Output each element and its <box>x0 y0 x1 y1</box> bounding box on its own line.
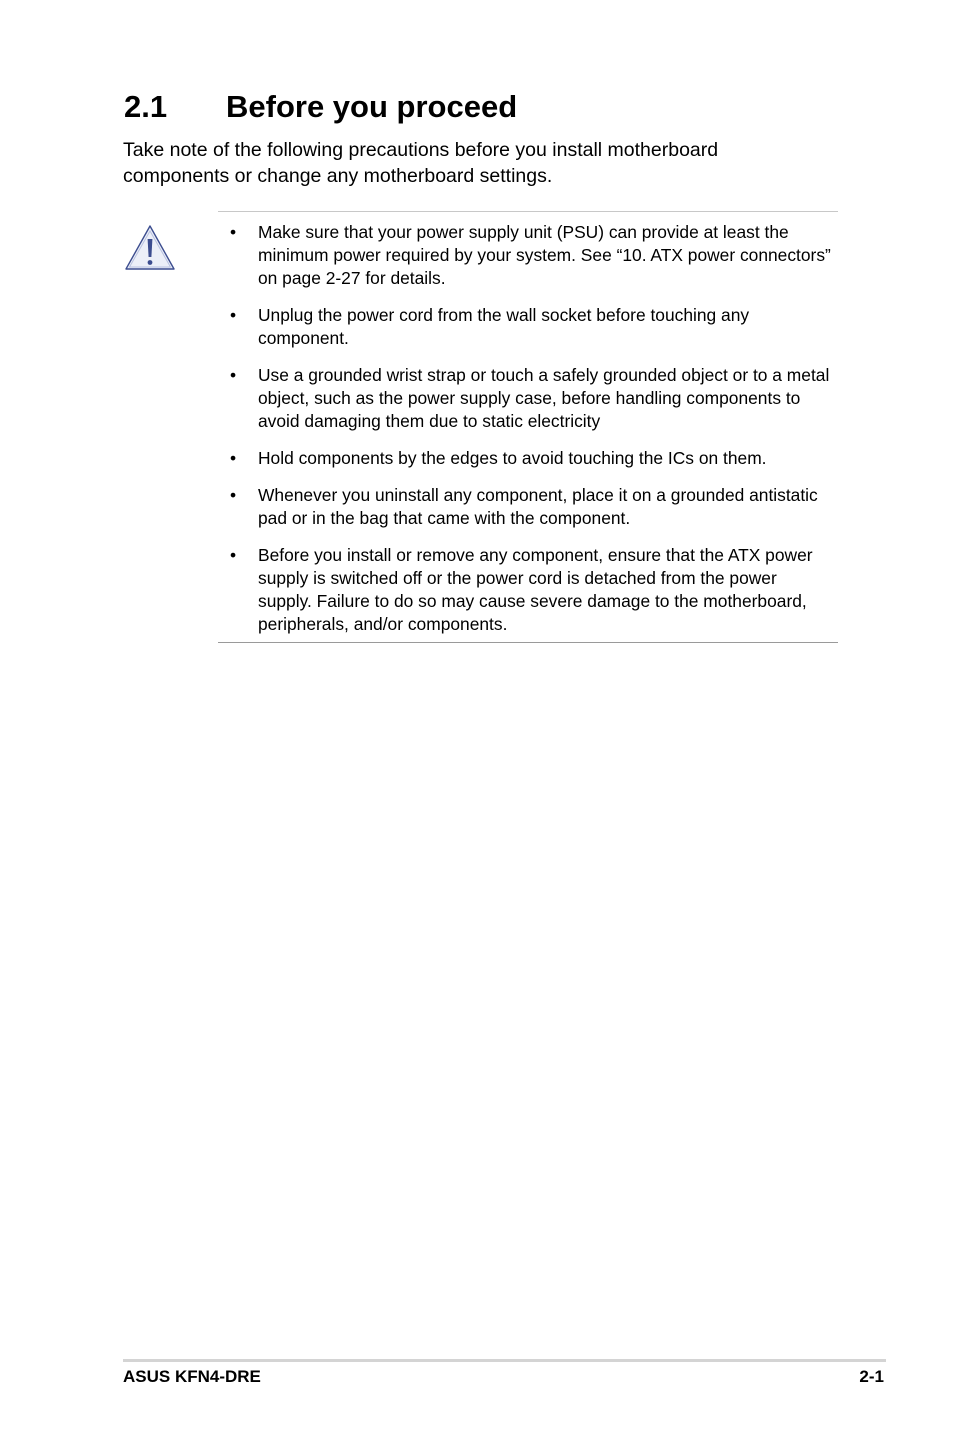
bullet-dot: • <box>229 222 237 242</box>
caution-notice <box>218 211 838 643</box>
precaution-text: Unplug the power cord from the wall socket before touching any component. <box>258 305 750 348</box>
section-number: 2.1 <box>124 89 168 124</box>
precaution-list <box>218 221 838 650</box>
bullet-dot: • <box>229 365 237 385</box>
precaution-text: Make sure that your power supply unit (PSU) can provide at least the minimum power required by your system. See “10. ATX power connectors” on page 2-27 for details. <box>258 222 831 288</box>
list-item <box>218 364 838 433</box>
list-item <box>218 304 838 350</box>
list-item <box>218 484 838 530</box>
list-item <box>218 221 838 290</box>
precaution-text: Use a grounded wrist strap or touch a safely grounded object or to a metal object, such as the power supply case, before handling components to avoid damaging them due to static electricity <box>258 365 830 431</box>
precaution-text: Whenever you uninstall any component, place it on a grounded antistatic pad or in the bag that came with the component. <box>258 485 818 528</box>
section-heading <box>124 84 517 130</box>
footer-page-number: 2-1 <box>859 1367 884 1386</box>
bullet-dot: • <box>229 485 237 505</box>
intro-paragraph: Take note of the following precautions before you install motherboard components or change any motherboard settings. <box>123 139 719 187</box>
section-title: Before you proceed <box>226 89 518 124</box>
bullet-dot: • <box>229 545 237 565</box>
list-item <box>218 447 838 470</box>
list-item <box>218 544 838 636</box>
bullet-dot: • <box>229 448 237 468</box>
precaution-text: Hold components by the edges to avoid touching the ICs on them. <box>258 448 767 468</box>
footer-divider <box>123 1359 886 1362</box>
bullet-dot: • <box>229 305 237 325</box>
precaution-text: Before you install or remove any component, ensure that the ATX power supply is switched off or the power cord is detached from the power supply. Failure to do so may cause severe damage to the motherboard, peripherals, and/or components. <box>258 545 813 634</box>
footer-product-name: ASUS KFN4-DRE <box>123 1367 261 1386</box>
caution-triangle-icon <box>123 223 177 273</box>
